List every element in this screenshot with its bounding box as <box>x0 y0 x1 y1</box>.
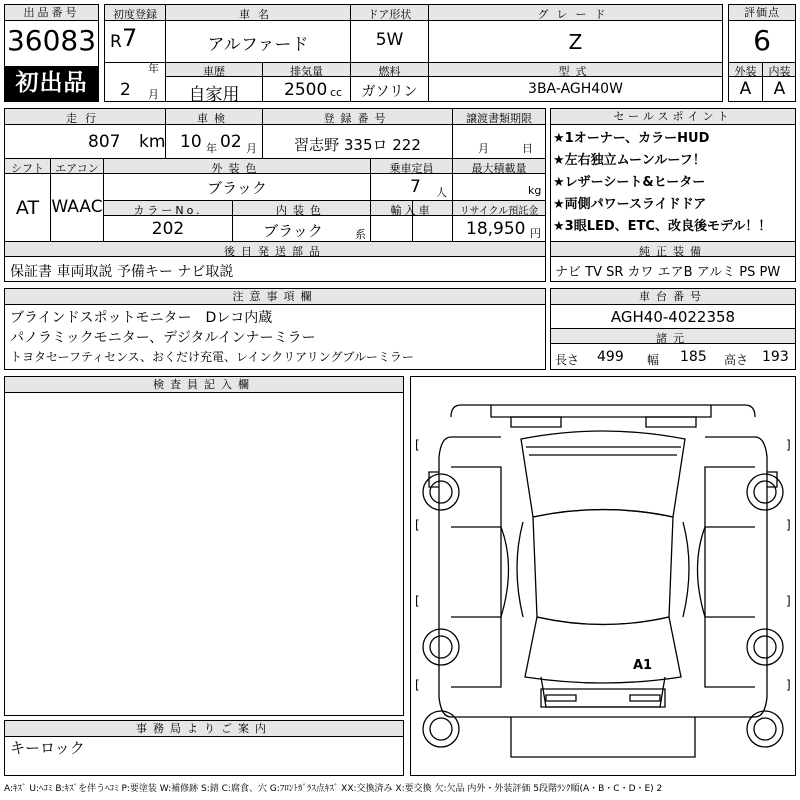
inspector-box <box>4 376 404 716</box>
capacity-label: 乗車定員 <box>389 162 434 175</box>
sales-point-item: ★左右独立ムーンルーフ！ <box>553 153 706 168</box>
svg-text:[: [ <box>415 594 420 608</box>
interior-color-label: 内装色 <box>276 204 327 217</box>
recycle-label: リサイクル預託金 <box>459 206 539 217</box>
transfer-label: 譲渡書類期限 <box>466 112 532 125</box>
later-parts-label: 後日発送部品 <box>224 245 326 258</box>
sales-point-item: ★両側パワースライドドア <box>553 197 707 212</box>
car-name-value: アルファード <box>207 35 309 55</box>
displacement-value: 2500 <box>284 80 328 100</box>
mileage-unit: km <box>139 132 166 152</box>
mileage-label: 走行 <box>66 112 104 125</box>
specs-length-label: 長さ <box>555 353 580 367</box>
interior-color-suffix: 系 <box>355 228 366 241</box>
recycle-unit: 円 <box>530 227 541 240</box>
svg-text:]: ] <box>786 438 791 452</box>
specs-length: 499 <box>597 349 624 365</box>
chassis-value: AGH40-4022358 <box>610 308 736 326</box>
sales-points-list <box>553 128 795 238</box>
model-code-label: 型式 <box>558 65 593 78</box>
inspection-label: 車検 <box>197 112 231 125</box>
inspection-year: 10 <box>180 132 202 152</box>
color-no-label: カラーNo. <box>133 204 203 217</box>
history-value: 自家用 <box>188 85 240 105</box>
notes-line-1: ブラインドスポットモニター Dレコ内蔵 <box>10 310 273 326</box>
svg-text:[: [ <box>415 678 420 692</box>
sales-point-item: ★1オーナー、カラーHUD <box>553 131 710 146</box>
model-code-value: 3BA-AGH40W <box>528 81 623 97</box>
exterior-color-value: ブラック <box>207 179 267 197</box>
lot-label: 出品番号 <box>5 5 98 21</box>
registration-month-unit: 月 <box>148 88 159 101</box>
equipment-value: ナビ TV SR カワ エアB アルミ PS PW <box>555 265 781 280</box>
interior-color-value: ブラック <box>263 222 323 240</box>
aircon-label: エアコン <box>55 162 99 175</box>
door-value: 5W <box>375 30 404 50</box>
damage-mark: A1 <box>633 658 653 673</box>
grade-label: グレード <box>537 8 614 21</box>
grade-value: Z <box>568 30 583 54</box>
history-label: 車歴 <box>203 65 225 78</box>
fuel-value: ガソリン <box>361 84 418 100</box>
equipment-label: 純正装備 <box>639 245 707 258</box>
plate-value: 習志野 335ロ 222 <box>294 136 421 154</box>
sales-points-label: セールスポイント <box>551 109 795 125</box>
chassis-label: 車台番号 <box>551 289 795 305</box>
later-parts-value: 保証書 車両取説 予備キー ナビ取説 <box>10 264 234 280</box>
registration-label: 初度登録 <box>113 8 157 21</box>
specs-width-label: 幅 <box>647 353 660 367</box>
office-value: キーロック <box>10 739 85 757</box>
score-ext-value: A <box>739 79 752 99</box>
inspection-month: 02 <box>220 132 242 152</box>
exterior-color-label: 外装色 <box>211 162 263 175</box>
score-int-value: A <box>773 79 786 99</box>
color-no-value: 202 <box>151 219 185 239</box>
max-load-unit: kg <box>528 184 542 197</box>
score-ext-label: 外装 <box>734 65 757 78</box>
specs-width: 185 <box>680 349 707 365</box>
notes-line-2: パノラミックモニター、デジタルインナーミラー <box>10 330 316 346</box>
lot-number: 36083 <box>6 24 97 57</box>
score-label: 評価点 <box>729 5 795 21</box>
svg-text:]: ] <box>786 518 791 532</box>
svg-text:[: [ <box>415 438 420 452</box>
plate-label: 登録番号 <box>323 112 392 125</box>
svg-text:]: ] <box>786 678 791 692</box>
aircon-value: WAAC <box>51 197 103 217</box>
import-label: 輸入車 <box>390 204 433 217</box>
sales-point-item: ★レザーシート&ヒーター <box>553 175 706 190</box>
notes-label: 注意事項欄 <box>5 289 545 305</box>
svg-text:[: [ <box>415 518 420 532</box>
fuel-label: 燃料 <box>378 65 401 78</box>
svg-text:]: ] <box>786 594 791 608</box>
door-label: ドア形状 <box>367 8 412 21</box>
first-listing-badge: 初出品 <box>5 66 98 101</box>
specs-height-label: 高さ <box>724 353 749 367</box>
max-load-label: 最大積載量 <box>471 162 527 175</box>
capacity-unit: 人 <box>436 186 447 199</box>
vehicle-damage-diagram <box>411 377 795 775</box>
registration-year: 7 <box>122 24 138 52</box>
transfer-day-unit: 日 <box>522 142 533 155</box>
recycle-value: 18,950 <box>466 219 526 239</box>
specs-label: 諸元 <box>656 332 690 345</box>
score-value: 6 <box>753 24 771 57</box>
shift-value: AT <box>15 197 40 219</box>
registration-year-unit: 年 <box>148 62 159 75</box>
inspector-label: 検査員記入欄 <box>5 377 403 393</box>
registration-month: 2 <box>120 80 131 100</box>
office-label: 事務局よりご案内 <box>5 721 403 737</box>
displacement-label: 排気量 <box>290 65 323 78</box>
capacity-value: 7 <box>410 177 421 197</box>
specs-height: 193 <box>762 349 789 365</box>
registration-era: R <box>110 32 122 52</box>
displacement-unit: cc <box>330 86 343 99</box>
notes-line-3: トヨタセーフティセンス、おくだけ充電、レインクリアリングブルーミラー <box>10 350 414 364</box>
legend-text: A:ｷｽﾞ U:ﾍｺﾐ B:ｷｽﾞを伴うﾍｺﾐ P:要塗装 W:補修跡 S:錆 C:腐食、穴 G:ﾌﾛﾝﾄｶﾞﾗｽ点ｷｽﾞ XX:交換済み X:要交換 欠:欠品 内外・外装評価 5段階ﾗﾝｸ順(A・B・C・D・E) 2 <box>4 784 663 794</box>
mileage-value: 807 <box>88 132 121 152</box>
score-int-label: 内装 <box>768 65 791 78</box>
inspection-year-unit: 年 <box>206 142 217 155</box>
sales-point-item: ★3眼LED、ETC、改良後モデル！！ <box>553 219 772 234</box>
car-name-label: 車名 <box>239 8 277 21</box>
inspection-month-unit: 月 <box>246 142 257 155</box>
transfer-month-unit: 月 <box>478 142 489 155</box>
shift-label: シフト <box>11 162 44 175</box>
